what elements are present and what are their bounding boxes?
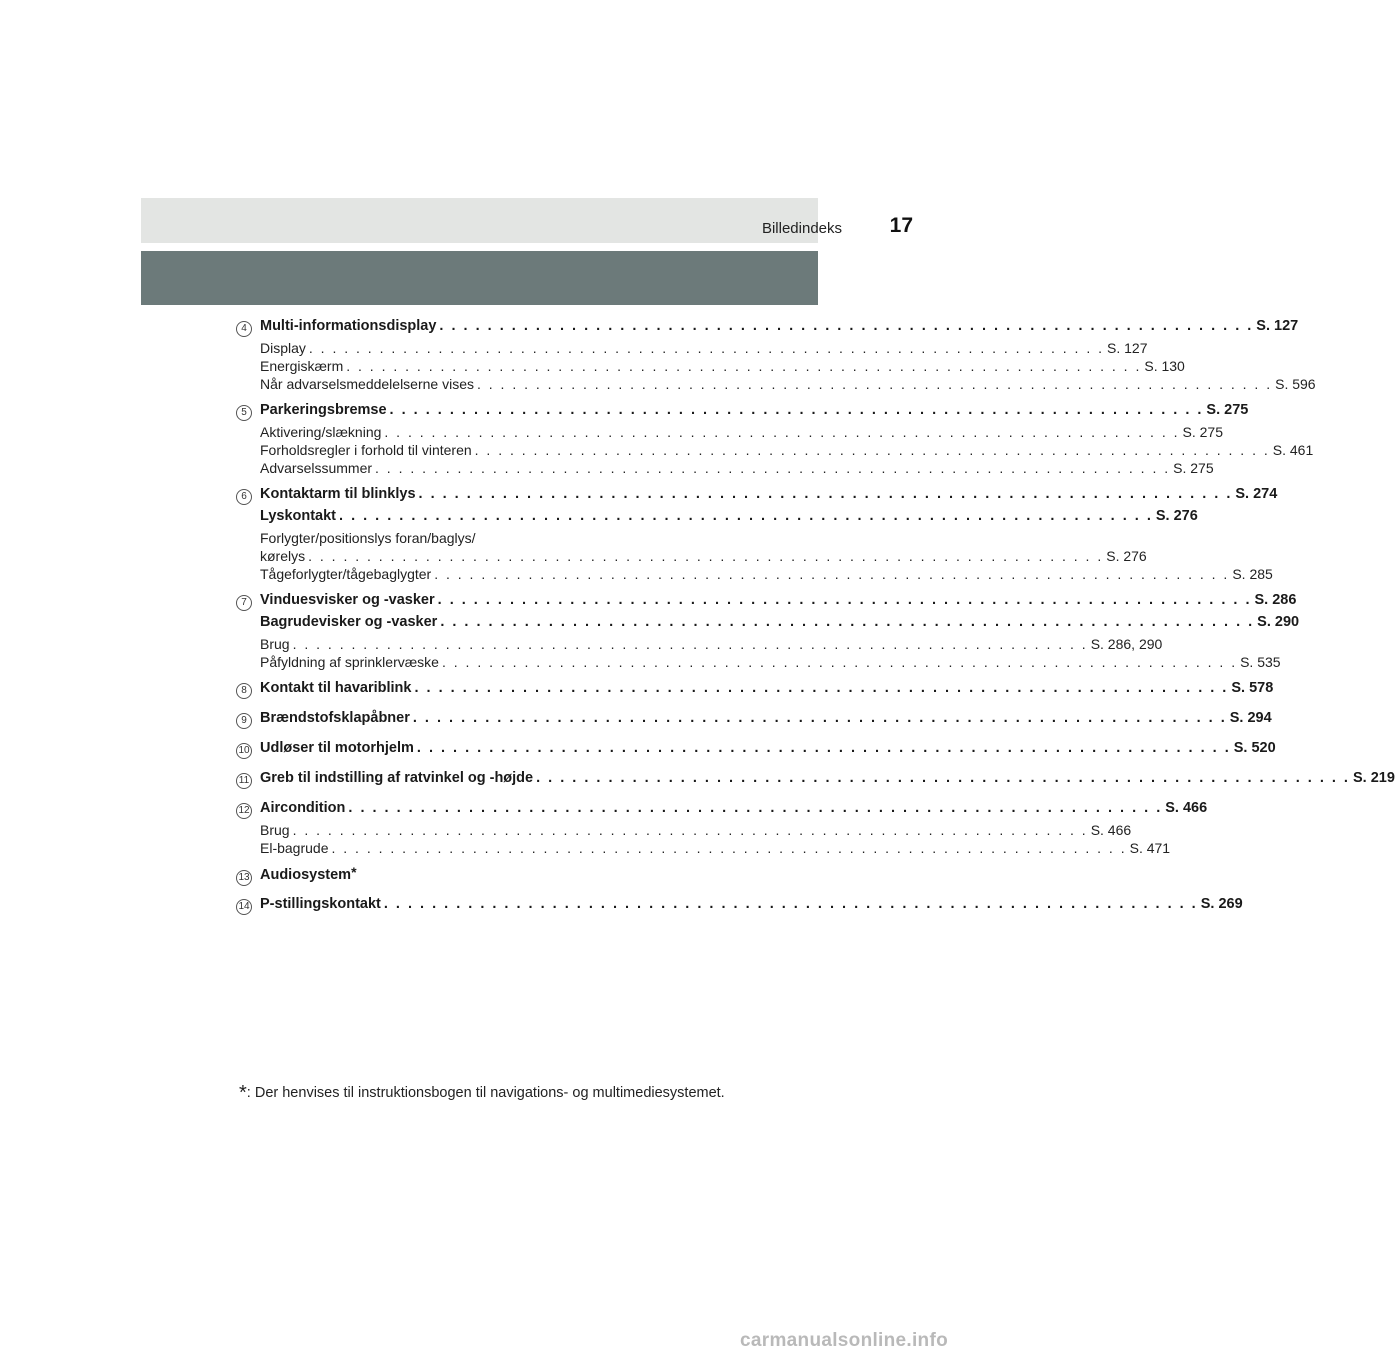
circled-number: 4 [236, 321, 252, 337]
entry-label: Audiosystem [260, 867, 352, 883]
index-subentry [236, 376, 1316, 394]
dot-leader: . . . . . . . . . . . . . . . . . . . . . . . . . . . . . . . . . . . . . . . . . . . . . . . . . . . . . . . . . . . . . . . . . . . . [477, 376, 1273, 392]
entry-lead [236, 867, 260, 885]
index-entry [236, 614, 1300, 636]
page-reference: S. 275 [1173, 460, 1214, 476]
index-entry [236, 318, 1299, 340]
page-reference: S. 130 [1144, 358, 1185, 374]
entry-label: Parkeringsbremse [260, 402, 387, 418]
index-subentry [236, 822, 1132, 840]
entry-label: El-bagrude [260, 840, 329, 856]
dot-leader: . . . . . . . . . . . . . . . . . . . . . . . . . . . . . . . . . . . . . . . . . . . . . . . . . . . . . . . . . . . . . . . . . . . . [375, 460, 1171, 476]
dot-leader: . . . . . . . . . . . . . . . . . . . . . . . . . . . . . . . . . . . . . . . . . . . . . . . . . . . . . . . . . . . . . . . . . . . . [383, 896, 1198, 912]
entry-lead [236, 318, 260, 336]
page-reference: S. 286, 290 [1090, 636, 1163, 652]
index-entry [236, 800, 1208, 822]
entry-label: Forlygter/positionslys foran/baglys/ [260, 530, 476, 546]
header-band [141, 251, 818, 305]
entry-label: Kontaktarm til blinklys [260, 486, 416, 502]
dot-leader: . . . . . . . . . . . . . . . . . . . . . . . . . . . . . . . . . . . . . . . . . . . . . . . . . . . . . . . . . . . . . . . . . . . . [389, 402, 1204, 418]
dot-leader: . . . . . . . . . . . . . . . . . . . . . . . . . . . . . . . . . . . . . . . . . . . . . . . . . . . . . . . . . . . . . . . . . . . . [536, 770, 1350, 786]
index-group [236, 710, 1272, 732]
footnote-asterisk: * [239, 1082, 247, 1104]
dot-leader: . . . . . . . . . . . . . . . . . . . . . . . . . . . . . . . . . . . . . . . . . . . . . . . . . . . . . . . . . . . . . . . . . . . . [292, 636, 1088, 652]
page-reference: S. 275 [1206, 402, 1249, 418]
page-reference: S. 127 [1107, 340, 1148, 356]
dot-leader: . . . . . . . . . . . . . . . . . . . . . . . . . . . . . . . . . . . . . . . . . . . . . . . . . . . . . . . . . . . . . . . . . . . . [434, 566, 1230, 582]
page-reference: S. 520 [1233, 740, 1276, 756]
dot-leader: . . . . . . . . . . . . . . . . . . . . . . . . . . . . . . . . . . . . . . . . . . . . . . . . . . . . . . . . . . . . . . . . . . . . [440, 614, 1255, 630]
dot-leader: . . . . . . . . . . . . . . . . . . . . . . . . . . . . . . . . . . . . . . . . . . . . . . . . . . . . . . . . . . . . . . . . . . . . [292, 822, 1088, 838]
dot-leader: . . . . . . . . . . . . . . . . . . . . . . . . . . . . . . . . . . . . . . . . . . . . . . . . . . . . . . . . . . . . . . . . . . . . [416, 740, 1231, 756]
page-reference: S. 274 [1235, 486, 1278, 502]
circled-number: 11 [236, 773, 252, 789]
entry-label: Kontakt til havariblink [260, 680, 412, 696]
index-entry [236, 592, 1297, 614]
index-group [236, 402, 1314, 478]
index-subentry [236, 460, 1214, 478]
index-subentry [236, 442, 1314, 460]
circled-number: 13 [236, 870, 252, 886]
dot-leader: . . . . . . . . . . . . . . . . . . . . . . . . . . . . . . . . . . . . . . . . . . . . . . . . . . . . . . . . . . . . . . . . . . . . [439, 318, 1254, 334]
dot-leader: . . . . . . . . . . . . . . . . . . . . . . . . . . . . . . . . . . . . . . . . . . . . . . . . . . . . . . . . . . . . . . . . . . . . [418, 486, 1233, 502]
footnote-text: : Der henvises til instruktionsbogen til navigations- og multimediesystemet. [246, 1085, 725, 1101]
page-reference: S. 286 [1254, 592, 1297, 608]
page-reference: S. 596 [1275, 376, 1316, 392]
index-subentry [236, 548, 1147, 566]
entry-lead [236, 402, 260, 420]
index-entry [236, 740, 1276, 762]
index-entry [236, 896, 1243, 918]
entry-lead [236, 740, 260, 758]
entry-lead [236, 710, 260, 728]
entry-label: Bagrudevisker og -vasker [260, 614, 438, 630]
index-group [236, 770, 1395, 792]
entry-label: Forholdsregler i forhold til vinteren [260, 442, 472, 458]
watermark: carmanualsonline.info [740, 1330, 948, 1351]
circled-number: 5 [236, 405, 252, 421]
index-group [236, 896, 1243, 918]
entry-label: Aircondition [260, 800, 346, 816]
index-group [236, 592, 1300, 672]
page-reference: S. 294 [1229, 710, 1272, 726]
page-reference: S. 466 [1165, 800, 1208, 816]
entry-label: kørelys [260, 548, 306, 564]
entry-label: Vinduesvisker og -vasker [260, 592, 435, 608]
index-entry [236, 770, 1395, 792]
dot-leader: . . . . . . . . . . . . . . . . . . . . . . . . . . . . . . . . . . . . . . . . . . . . . . . . . . . . . . . . . . . . . . . . . . . . [331, 840, 1127, 856]
header-bar [141, 198, 818, 243]
circled-number: 9 [236, 713, 252, 729]
dot-leader: . . . . . . . . . . . . . . . . . . . . . . . . . . . . . . . . . . . . . . . . . . . . . . . . . . . . . . . . . . . . . . . . . . . . [437, 592, 1252, 608]
page-reference: S. 466 [1090, 822, 1132, 838]
page-reference: S. 276 [1155, 508, 1198, 524]
dot-leader: . . . . . . . . . . . . . . . . . . . . . . . . . . . . . . . . . . . . . . . . . . . . . . . . . . . . . . . . . . . . . . . . . . . . [441, 654, 1238, 670]
index-group [236, 486, 1278, 584]
circled-number: 7 [236, 595, 252, 611]
entry-label: Udløser til motorhjelm [260, 740, 414, 756]
entry-lead [236, 592, 260, 610]
entry-label: Brug [260, 636, 290, 652]
entry-label: Advarselssummer [260, 460, 373, 476]
index-entry [236, 866, 724, 888]
entry-label: Påfyldning af sprinklervæske [260, 654, 439, 670]
circled-number: 12 [236, 803, 252, 819]
index-subentry [236, 654, 1281, 672]
index-group [236, 866, 724, 888]
entry-label: Lyskontakt [260, 508, 337, 524]
entry-label: P-stillingskontakt [260, 896, 381, 912]
index-entry [236, 680, 1274, 702]
index-entry [236, 402, 1249, 424]
index-group [236, 800, 1208, 858]
dot-leader: . . . . . . . . . . . . . . . . . . . . . . . . . . . . . . . . . . . . . . . . . . . . . . . . . . . . . . . . . . . . . . . . . . . . [414, 680, 1229, 696]
dot-leader: . . . . . . . . . . . . . . . . . . . . . . . . . . . . . . . . . . . . . . . . . . . . . . . . . . . . . . . . . . . . . . . . . . . . [348, 800, 1163, 816]
dot-leader: . . . . . . . . . . . . . . . . . . . . . . . . . . . . . . . . . . . . . . . . . . . . . . . . . . . . . . . . . . . . . . . . . . . . [412, 710, 1227, 726]
page-reference: S. 461 [1272, 442, 1314, 458]
dot-leader: . . . . . . . . . . . . . . . . . . . . . . . . . . . . . . . . . . . . . . . . . . . . . . . . . . . . . . . . . . . . . . . . . . . . [384, 424, 1180, 440]
index-entry [236, 508, 1198, 530]
circled-number: 14 [236, 899, 252, 915]
entry-lead [236, 770, 260, 788]
index-subentry [236, 424, 1223, 442]
index-entry [236, 710, 1272, 732]
page-reference: S. 127 [1256, 318, 1299, 334]
circled-number: 10 [236, 743, 252, 759]
entry-asterisk: * [351, 864, 357, 880]
entry-label: Multi-informationsdisplay [260, 318, 437, 334]
entry-lead [236, 896, 260, 914]
page-reference: S. 290 [1257, 614, 1300, 630]
page-reference: S. 285 [1232, 566, 1273, 582]
section-title: Billedindeks [761, 220, 842, 237]
dot-leader: . . . . . . . . . . . . . . . . . . . . . . . . . . . . . . . . . . . . . . . . . . . . . . . . . . . . . . . . . . . . . . . . . . . . [346, 358, 1142, 374]
page-reference: S. 276 [1106, 548, 1147, 564]
entry-label: Brændstofsklapåbner [260, 710, 410, 726]
page-reference: S. 269 [1200, 896, 1243, 912]
circled-number: 6 [236, 489, 252, 505]
footnote [239, 1080, 725, 1103]
entry-label: Greb til indstilling af ratvinkel og -højde [260, 770, 534, 786]
entry-lead [236, 680, 260, 698]
entry-label: Display [260, 340, 306, 356]
entry-label: Energiskærm [260, 358, 344, 374]
dot-leader: . . . . . . . . . . . . . . . . . . . . . . . . . . . . . . . . . . . . . . . . . . . . . . . . . . . . . . . . . . . . . . . . . . . . [339, 508, 1153, 524]
index-group [236, 318, 1316, 394]
dot-leader: . . . . . . . . . . . . . . . . . . . . . . . . . . . . . . . . . . . . . . . . . . . . . . . . . . . . . . . . . . . . . . . . . . . . [308, 548, 1104, 564]
page-reference: S. 471 [1129, 840, 1171, 856]
entry-label: Når advarselsmeddelelserne vises [260, 376, 474, 392]
index-subentry [236, 840, 1171, 858]
index-subentry [236, 358, 1185, 376]
index-group [236, 680, 1274, 702]
page-reference: S. 535 [1240, 654, 1281, 670]
index-subentry [236, 340, 1148, 358]
dot-leader: . . . . . . . . . . . . . . . . . . . . . . . . . . . . . . . . . . . . . . . . . . . . . . . . . . . . . . . . . . . . . . . . . . . . [474, 442, 1270, 458]
circled-number: 8 [236, 683, 252, 699]
entry-label: Brug [260, 822, 290, 838]
index-entry [236, 486, 1278, 508]
entry-lead [236, 800, 260, 818]
page-reference: S. 219 [1352, 770, 1395, 786]
page-number: 17 [889, 214, 913, 237]
index-subentry [236, 636, 1163, 654]
page-reference: S. 275 [1182, 424, 1223, 440]
entry-label: Tågeforlygter/tågebaglygter [260, 566, 432, 582]
index-subentry [236, 530, 724, 548]
dot-leader: . . . . . . . . . . . . . . . . . . . . . . . . . . . . . . . . . . . . . . . . . . . . . . . . . . . . . . . . . . . . . . . . . . . . [308, 340, 1105, 356]
entry-label: Aktivering/slækning [260, 424, 382, 440]
picture-index-list [236, 318, 1395, 926]
entry-lead [236, 486, 260, 504]
index-subentry [236, 566, 1273, 584]
page-reference: S. 578 [1231, 680, 1274, 696]
index-group [236, 740, 1276, 762]
